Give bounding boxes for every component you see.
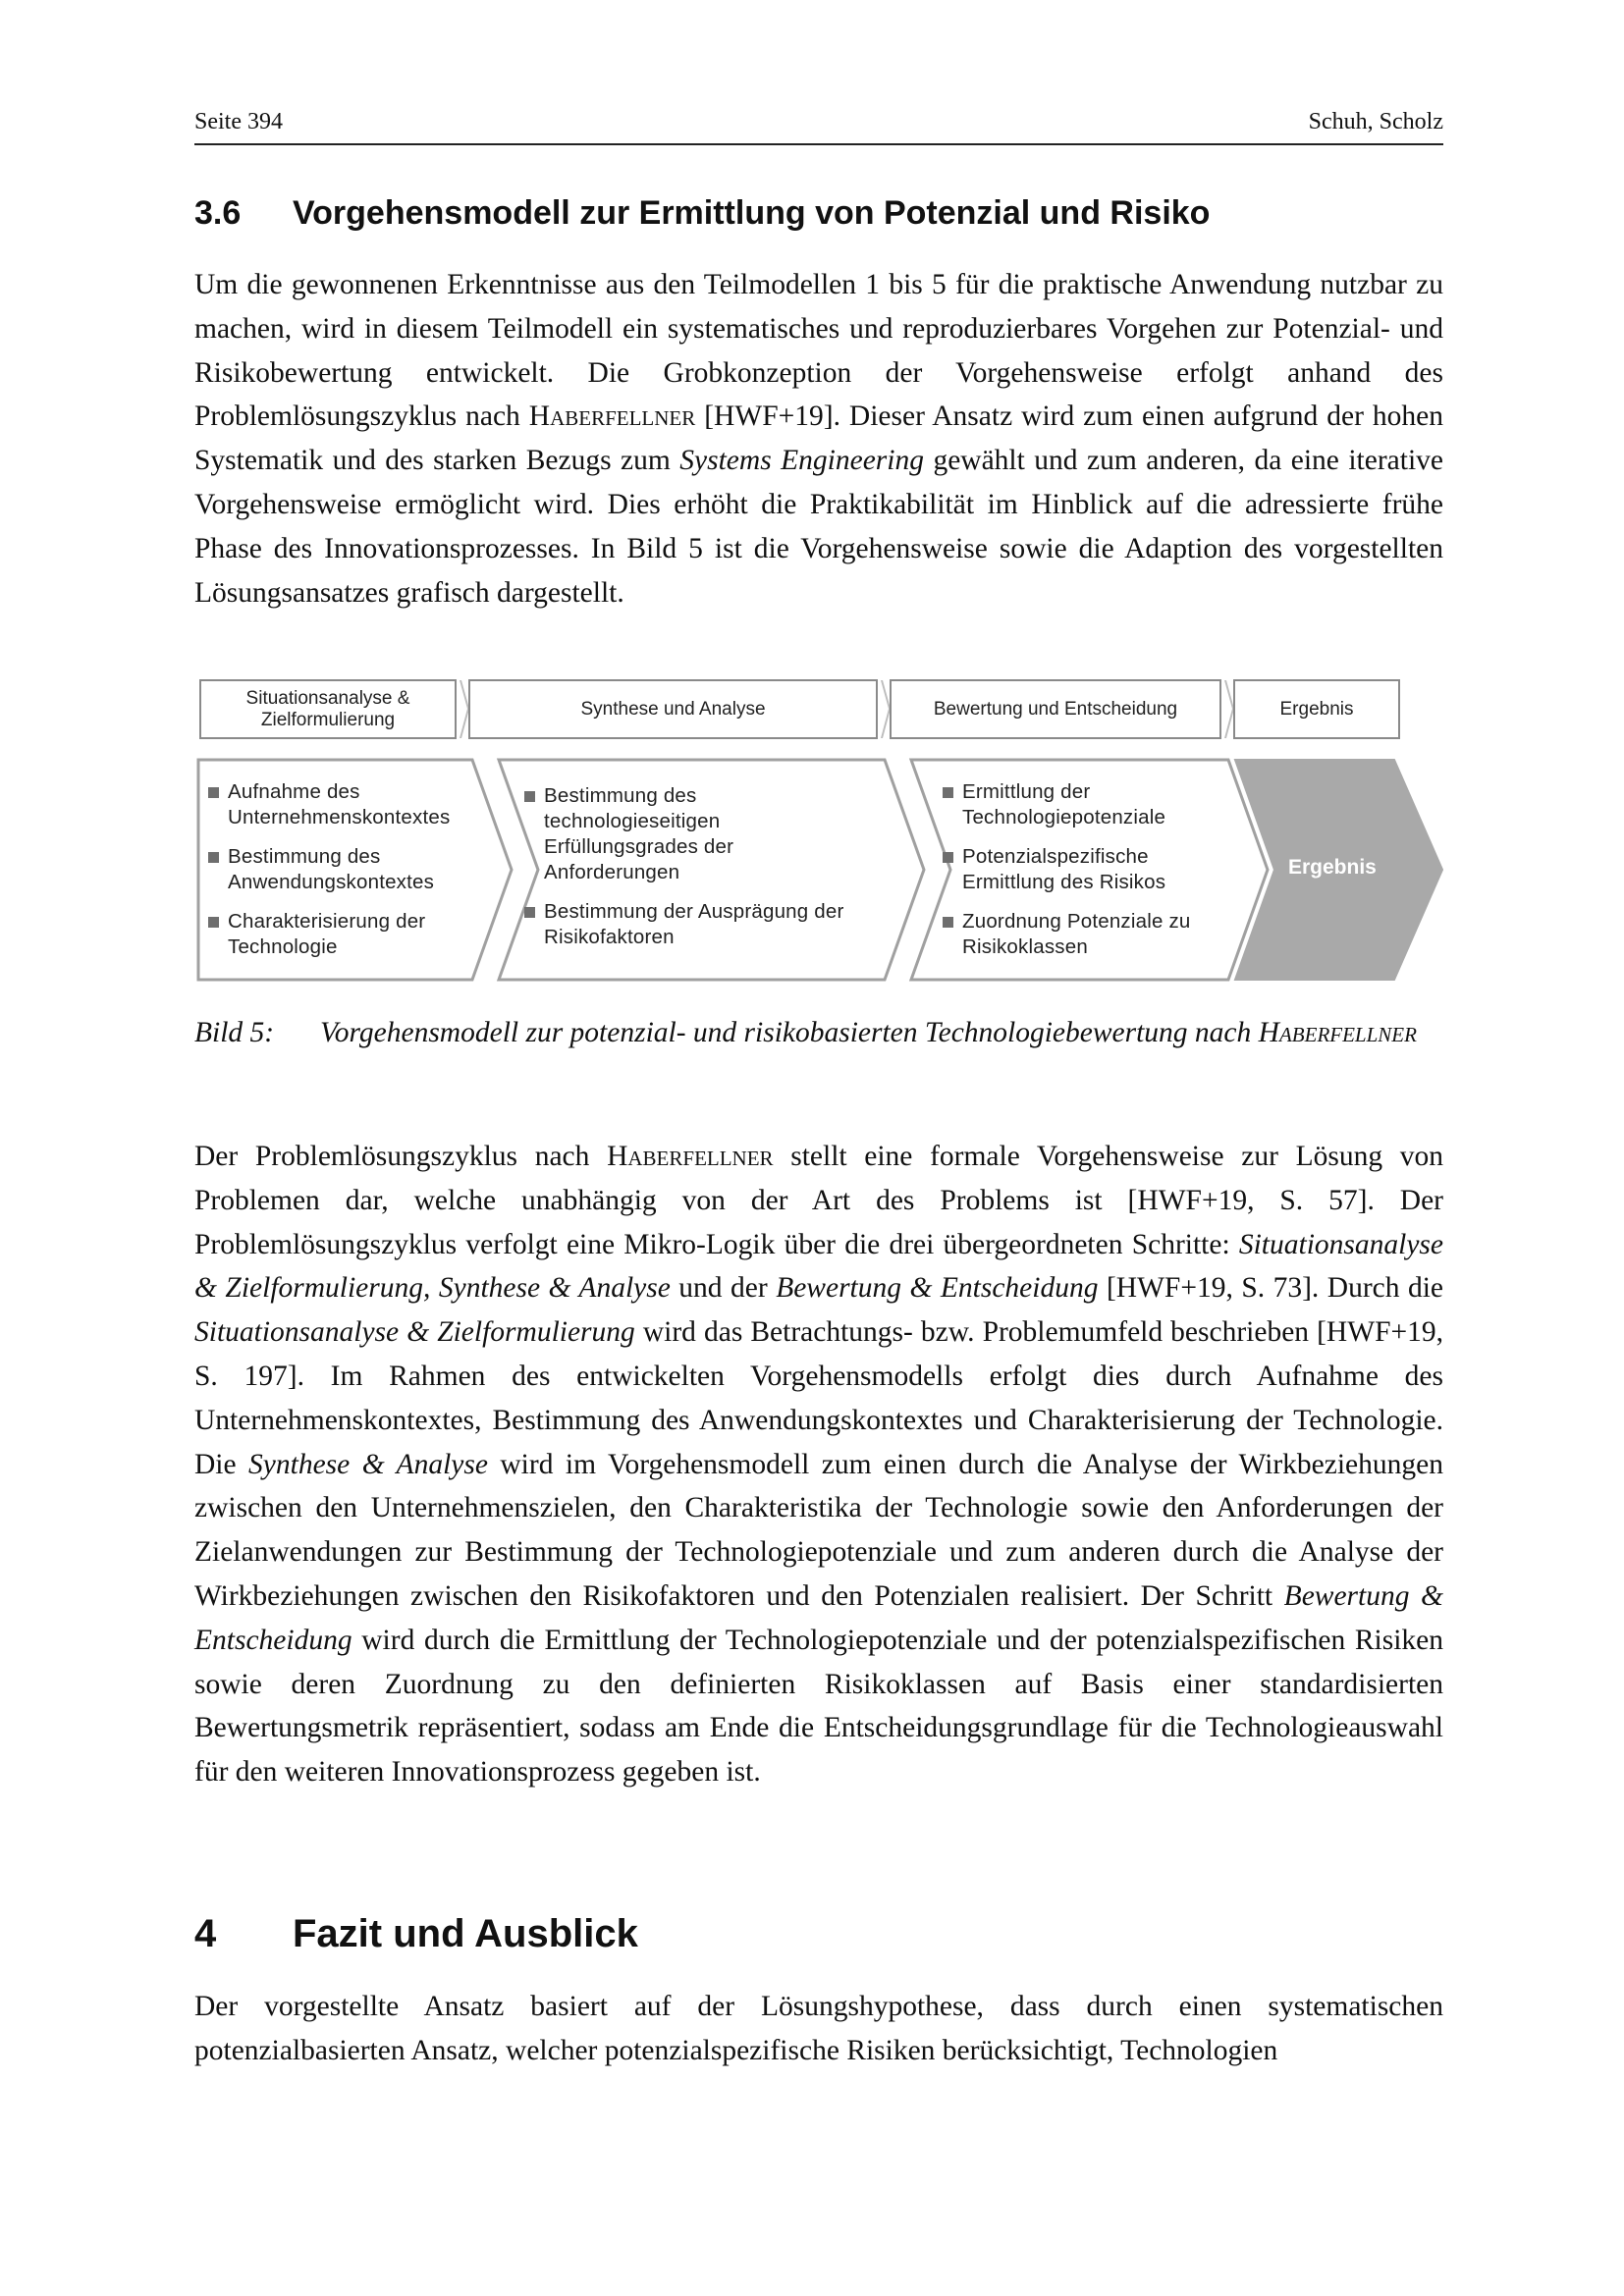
italic-term: Synthese & Analyse xyxy=(248,1448,488,1480)
list-item: Zuordnung Potenziale zu Risikoklassen xyxy=(941,909,1225,960)
list-item: Ermittlung der Technologiepotenziale xyxy=(941,779,1225,830)
section-title: Vorgehensmodell zur Ermittlung von Potenzial und Risiko xyxy=(293,194,1211,232)
section-number: 4 xyxy=(194,1912,217,1955)
list-item: Bestimmung des Anwendungskontextes xyxy=(206,844,481,895)
author-names: Schuh, Scholz xyxy=(1308,109,1443,134)
phase-label-bewertung: Bewertung und Entscheidung xyxy=(933,698,1178,720)
caption-text-run: Vorgehensmodell zur potenzial- und risikobasierten Technologiebewertung nach xyxy=(320,1017,1259,1048)
phase-label-synthese: Synthese und Analyse xyxy=(580,698,766,720)
paragraph-conclusion xyxy=(194,1985,1443,2073)
text-run: stellt eine formale Vorgehensweise zur Lösung von Problemen dar, welche unabhängig von der Art des Problems ist [HWF+19, S. 57]. Der Problemlösungszyklus verfolgt eine Mikro-Logik über die drei übergeordneten Schritte: xyxy=(194,1141,1443,1260)
figure-process-model xyxy=(194,673,1443,988)
text-run: und der xyxy=(670,1272,777,1305)
text-run: wird im Vorgehensmodell zum einen durch die Analyse der Wirkbeziehungen zwischen den Unternehmenszielen, den Charakteristika der Technologie sowie den Anforderungen der Zielanwendungen zur Bestimmung der Technologiepotenziale und zum anderen durch die Analyse der Wirkbeziehungen zwischen den Risikofaktoren und den Potenzialen realisiert. Der Schritt xyxy=(194,1448,1443,1612)
section-title: Fazit und Ausblick xyxy=(293,1912,638,1955)
result-label: Ergebnis xyxy=(1288,856,1377,879)
paragraph-intro xyxy=(194,263,1443,614)
text-run: Der vorgestellte Ansatz basiert auf der Lösungshypothese, dass durch einen systematischen potenzialbasierten Ansatz, welcher potenzialspezifische Risiken berücksichtigt, Technologien xyxy=(194,1991,1443,2066)
text-run: [HWF+19, S. 73]. Durch die xyxy=(1098,1272,1443,1305)
text-run: gewählt und zum anderen, da eine iterative Vorgehensweise ermöglicht wird. Dies erhöht die Praktikabilität im Hinblick auf die adressierte frühe Phase des Innovationsprozesses. In Bild 5 ist die Vorgehensweise sowie die Adaption des vorgestellten Lösungsansatzes grafisch dargestellt. xyxy=(194,445,1443,609)
section-number: 3.6 xyxy=(194,194,242,232)
list-item: Bestimmung der Ausprägung der Risikofaktoren xyxy=(522,899,846,950)
italic-term: Systems Engineering xyxy=(679,445,924,477)
list-item: Charakterisierung der Technologie xyxy=(206,909,481,960)
italic-term: Bewertung & Entscheidung xyxy=(776,1272,1099,1305)
section-heading-4 xyxy=(194,1910,638,1957)
phase-label-ergebnis: Ergebnis xyxy=(1279,698,1354,720)
list-item: Bestimmung des technologieseitigen Erfüllungsgrades der Anforderungen xyxy=(522,783,846,885)
caption-number: Bild 5: xyxy=(194,1017,275,1048)
list-item: Potenzialspezifische Ermittlung des Risikos xyxy=(941,844,1225,895)
text-run: wird durch die Ermittlung der Technologiepotenziale und der potenzialspezifischen Risiken sowie deren Zuordnung zu den definierten Risikoklassen auf Basis einer standardisierten Bewertungsmetrik repräsentiert, sodass am Ende die Entscheidungsgrundlage für die Technologieauswahl für den weiteren Innovationsprozess gegeben ist. xyxy=(194,1624,1443,1789)
caption-author-name: Haberfellner xyxy=(1258,1017,1417,1048)
list-item: Aufnahme des Unternehmenskontextes xyxy=(206,779,481,830)
italic-term: Bewertung & Entscheidung xyxy=(194,1579,1443,1656)
page-label: Seite 394 xyxy=(194,109,283,134)
italic-term: Situationsanalyse & Zielformulierung, Synthese & Analyse xyxy=(194,1228,1443,1305)
paragraph-problem-cycle xyxy=(194,1135,1443,1794)
italic-term: Situationsanalyse & Zielformulierung xyxy=(194,1316,635,1349)
section-heading-3-6 xyxy=(194,192,1210,234)
list-situation xyxy=(206,779,481,974)
list-bewertung xyxy=(941,779,1225,974)
list-synthese xyxy=(522,783,846,964)
text-run: Der Problemlösungszyklus nach xyxy=(194,1141,608,1172)
text-run: [HWF+19]. Dieser Ansatz wird zum einen aufgrund der hohen Systematik und des starken Bezugs zum xyxy=(194,400,1443,477)
running-header xyxy=(194,108,1443,145)
phase-label-situation: Situationsanalyse & Zielformulierung xyxy=(245,687,410,730)
author-name-smallcaps: Haberfellner xyxy=(607,1141,774,1172)
author-name-smallcaps: Haberfellner xyxy=(528,400,696,433)
figure-caption xyxy=(194,1011,1443,1054)
text-run: wird das Betrachtungs- bzw. Problemumfeld beschrieben [HWF+19, S. 197]. Im Rahmen des entwickelten Vorgehensmodells erfolgt dies durch Aufnahme des Unternehmenskontextes, Bestimmung des Anwendungskontextes und Charakterisierung der Technologie. Die xyxy=(194,1316,1443,1480)
caption-text xyxy=(320,1011,1443,1054)
text-run: Um die gewonnenen Erkenntnisse aus den Teilmodellen 1 bis 5 für die praktische Anwendung nutzbar zu machen, wird in diesem Teilmodell ein systematisches und reproduzierbares Vorgehen zur Potenzial- und Risikobewertung entwickelt. Die Grobkonzeption der Vorgehensweise erfolgt anhand des Problemlösungszyklus nach xyxy=(194,269,1443,433)
